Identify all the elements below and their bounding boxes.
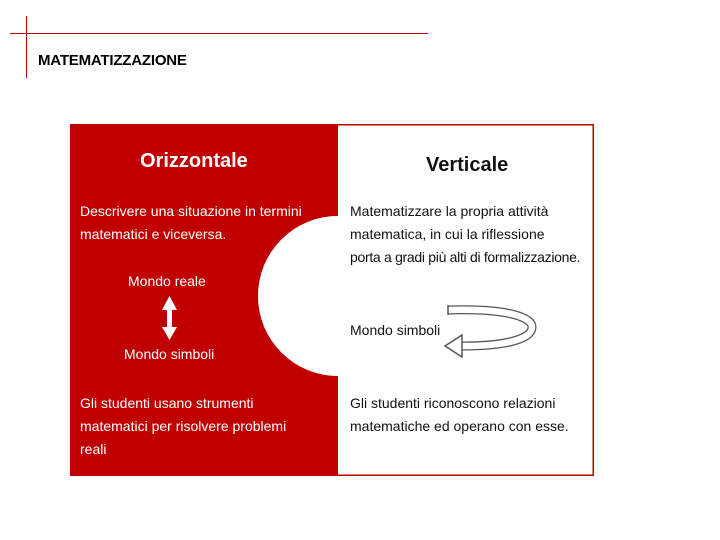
left-footer-line3: reali: [80, 441, 107, 457]
right-footer-line2: matematiche ed operano con esse.: [350, 418, 569, 434]
right-label: Mondo simboli: [350, 322, 441, 338]
left-bottom-label: Mondo simboli: [124, 346, 215, 362]
left-heading: Orizzontale: [140, 150, 248, 172]
left-top-label: Mondo reale: [128, 273, 206, 289]
right-desc-line1: Matematizzare la propria attività: [350, 203, 549, 219]
left-footer-line2: matematici per risolvere problemi: [80, 418, 287, 434]
right-desc-line2: matematica, in cui la riflessione: [350, 226, 545, 242]
right-footer-line1: Gli studenti riconoscono relazioni: [350, 395, 556, 411]
header-rule-vertical: [26, 16, 27, 78]
right-heading: Verticale: [426, 154, 509, 176]
right-desc-line3: porta a gradi più alti di formalizzazione.: [350, 249, 581, 265]
header-rule-horizontal: [10, 33, 428, 34]
left-desc-line1: Descrivere una situazione in termini: [80, 203, 302, 219]
slide-title: MATEMATIZZAZIONE: [38, 52, 187, 69]
left-footer-line1: Gli studenti usano strumenti: [80, 395, 254, 411]
left-desc-line2: matematici e viceversa.: [80, 226, 227, 242]
comparison-panel: [70, 124, 594, 476]
